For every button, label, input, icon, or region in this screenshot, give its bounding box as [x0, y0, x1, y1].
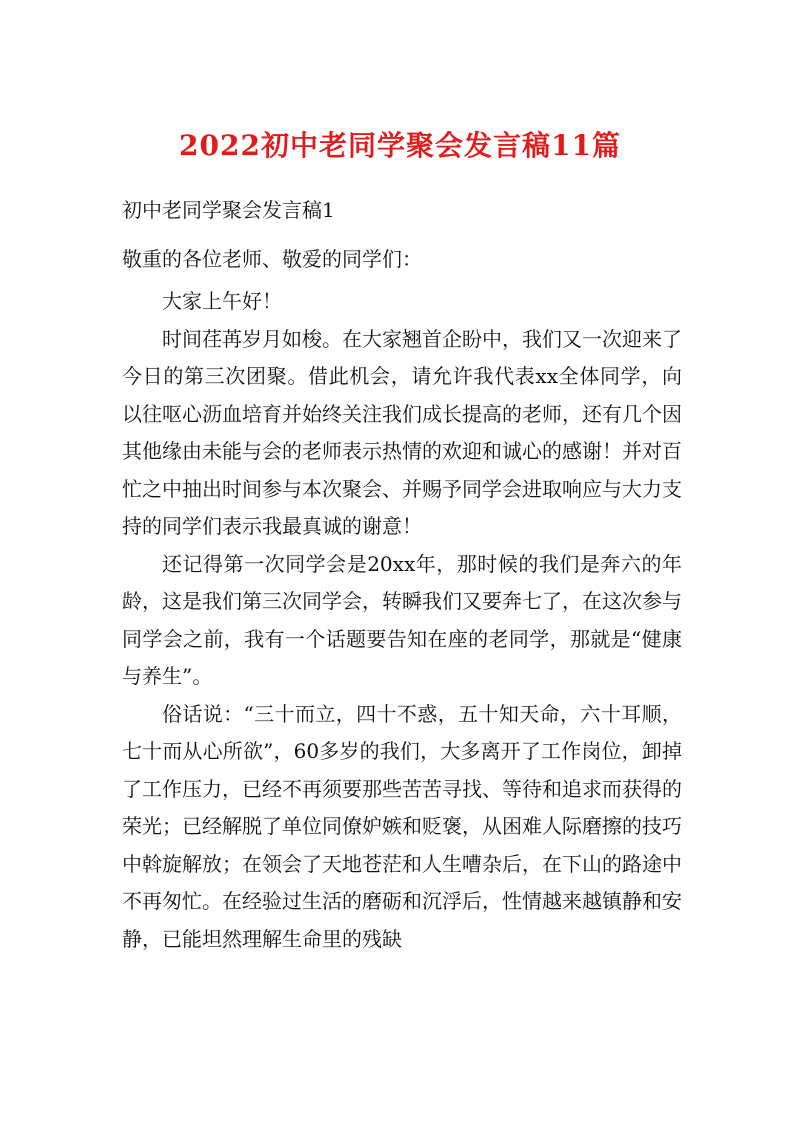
salutation: 敬重的各位老师、敬爱的同学们：: [122, 247, 422, 271]
document-body: [122, 283, 682, 958]
document-title: 2022初中老同学聚会发言稿11篇: [179, 129, 621, 162]
paragraph: 还记得第一次同学会是20xx年，那时候的我们是奔六的年龄，这是我们第三次同学会，转瞬我们又要奔七了，在这次参与同学会之前，我有一个话题要告知在座的老同学，那就是“健康与养生”。: [122, 551, 682, 688]
paragraph: 俗话说：“三十而立，四十不惑，五十知天命，六十耳顺，七十而从心所欲”，60多岁的我们，大多离开了工作岗位，卸掉了工作压力，已经不再须要那些苦苦寻找、等待和追求而获得的荣光；已经解脱了单位同僚妒嫉和贬褒，从困难人际磨擦的技巧中斡旋解放；在领会了天地苍茫和人生嘈杂后，在下山的路途中不再匆忙。在经验过生活的磨砺和沉浮后，性情越来越镇静和安静，已能坦然理解生命里的残缺: [122, 701, 682, 951]
section-heading: 初中老同学聚会发言稿1: [122, 198, 335, 222]
paragraph-greeting: 大家上午好！: [162, 289, 282, 313]
paragraph: 时间荏苒岁月如梭。在大家翘首企盼中，我们又一次迎来了今日的第三次团聚。借此机会，请允许我代表xx全体同学，向以往呕心沥血培育并始终关注我们成长提高的老师，还有几个因其他缘由未能与会的老师表示热情的欢迎和诚心的感谢！并对百忙之中抽出时间参与本次聚会、并赐予同学会进取响应与大力支持的同学们表示我最真诚的谢意！: [122, 326, 682, 538]
